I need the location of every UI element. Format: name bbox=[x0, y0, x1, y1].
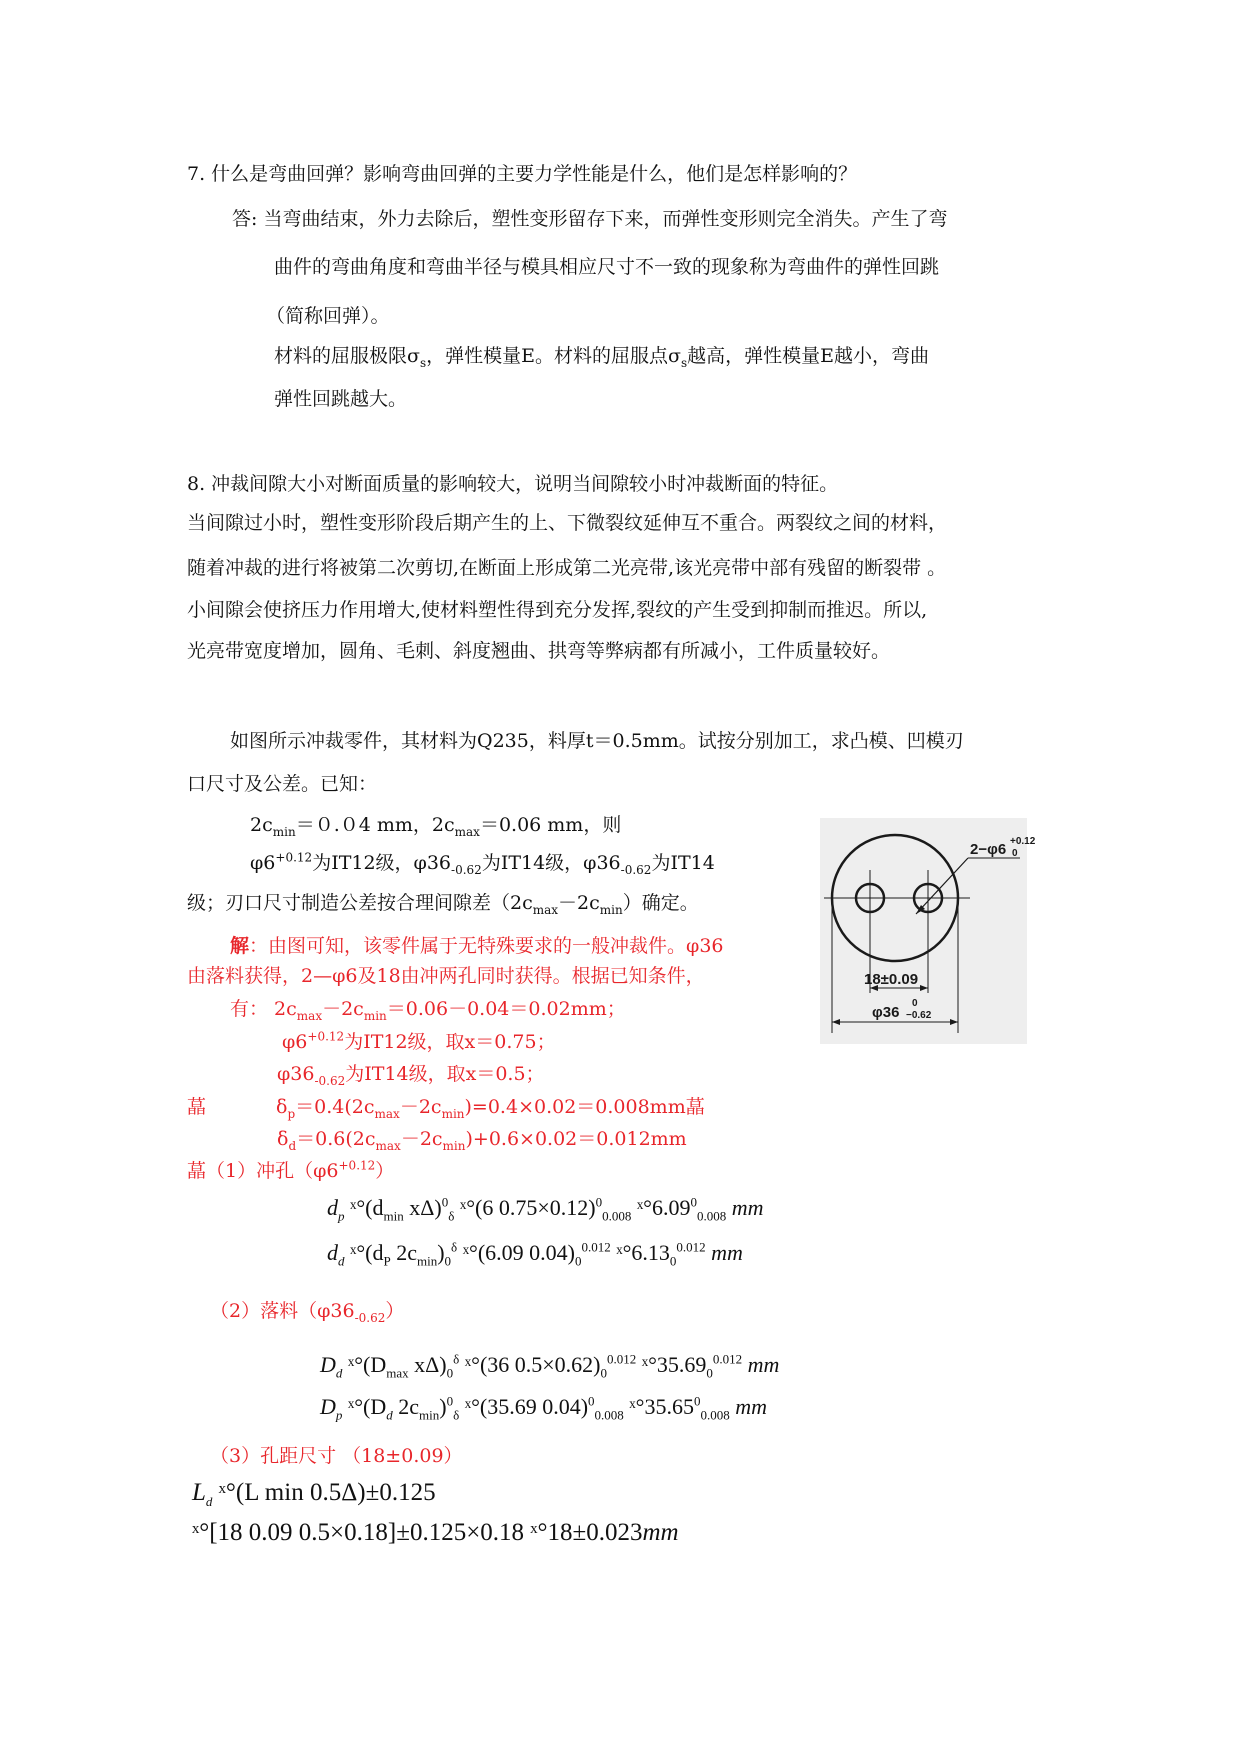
solution-line1: 解：由图可知，该零件属于无特殊要求的一般冲裁件。φ36 bbox=[230, 935, 724, 957]
solution-clearance-diff: 有： $2c_{max}-2c_{min}=0.06-0.04=0.02mm$； bbox=[230, 998, 626, 1023]
diameter-arrow-left bbox=[832, 1019, 840, 1025]
solution-delta-d: $\delta_d=0.6(2c_{max}-2c_{min})+0.6\times 0.02=0.012mm$ bbox=[277, 1128, 687, 1153]
q7-answer-line3: （简称回弹）。 bbox=[266, 305, 390, 327]
part-drawing bbox=[820, 818, 1036, 1044]
section-blanking: （2）落料$(\varphi 36_{-0.62})$ bbox=[210, 1300, 405, 1325]
pitch-arrow-right bbox=[920, 985, 928, 991]
q8-para-line4: 光亮带宽度增加，圆角、毛刺、斜度翘曲、拱弯等弊病都有所减小，工件质量较好。 bbox=[187, 640, 891, 662]
equation-punch-dd: $d_d$ $ˣ^\circ(d_P$ $2c_{min})_0^\delta$ ˣ°(6.09 $0.04)_0^{0.012}$ $ˣ^\circ 6.13_0^{0.012}$ mm bbox=[327, 1239, 743, 1269]
q7-answer-line1: 答: 当弯曲结束，外力去除后，塑性变形留存下来，而弹性变形则完全消失。产生了弯 bbox=[232, 208, 948, 230]
hole-callout: 2−φ6 bbox=[970, 841, 1007, 858]
part-drawing-svg bbox=[820, 818, 1036, 1044]
leader-line bbox=[916, 858, 968, 914]
diameter-label: φ36 bbox=[872, 1004, 900, 1021]
known-tolerance-grades: $\varphi 6^{+0.12}$为IT12级，$\varphi 36_{-0.62}$为IT14级，$\varphi 36_{-0.62}$为IT14 bbox=[250, 850, 715, 877]
hole-callout-upper-tol: +0.12 bbox=[1010, 836, 1036, 847]
q8-para-line3: 小间隙会使挤压力作用增大,使材料塑性得到充分发挥,裂纹的产生受到抑制而推迟。所以, bbox=[187, 599, 928, 621]
q8-question: 8. 冲裁间隙大小对断面质量的影响较大，说明当间隙较小时冲裁断面的特征。 bbox=[187, 473, 839, 495]
q8-para-line2: 随着冲裁的进行将被第二次剪切,在断面上形成第二光亮带,该光亮带中部有残留的断裂带 。 bbox=[187, 557, 947, 579]
equation-blank-Dd: $D_d$ $ˣ^\circ(D_{max}$ $x\Delta)_0^\delta$ ˣ°(36 $0.5\times 0.62)_0^{0.012}$ $ˣ^\circ 35.69_0^{0.012}$ mm bbox=[320, 1351, 780, 1381]
equation-blank-Dp: $D_p$ $ˣ^\circ(D_d$ $2c_{min})^0_\delta$ ˣ°(35.69 0.04)$^0_{0.008}$ $ˣ^\circ 35.65^0_{0.008}$ mm bbox=[320, 1393, 767, 1423]
solution-hole-grade: $\varphi 6^{+0.12}$为IT12级，取x＝0.75； bbox=[282, 1029, 556, 1053]
diameter-upper-tol: 0 bbox=[912, 998, 918, 1009]
equation-pitch-result: ˣ°[18 0.09 0.5×0.18]±0.125×0.18 ˣ°18±0.023mm bbox=[192, 1519, 679, 1546]
section-punching: 蕌（1）冲孔$(\varphi 6^{+0.12})$ bbox=[187, 1158, 395, 1182]
solution-delta-p: 蕌 $\delta_p=0.4(2c_{max}-2c_{min})=0.4\times 0.02=0.008mm$蕌 bbox=[187, 1096, 705, 1121]
problem-line2: 口尺寸及公差。已知： bbox=[187, 773, 378, 795]
solution-heading: 解 bbox=[230, 935, 250, 957]
q7-question: 7. 什么是弯曲回弹？影响弯曲回弹的主要力学性能是什么，他们是怎样影响的？ bbox=[187, 163, 858, 185]
q7-answer-line5: 弹性回跳越大。 bbox=[274, 388, 408, 410]
solution-outer-grade: $\varphi 36_{-0.62}$为IT14级，取x＝0.5； bbox=[277, 1063, 545, 1088]
known-clearance: $2c_{min}=0.04$ mm，$2c_{max}=0.06$ mm，则 bbox=[250, 814, 622, 839]
q7-answer-line4: 材料的屈服极限$\sigma_s$，弹性模量E。材料的屈服点$\sigma_s$越高，弹性模量E越小，弯曲 bbox=[274, 345, 930, 370]
diameter-lower-tol: −0.62 bbox=[906, 1010, 932, 1021]
section-hole-pitch: （3）孔距尺寸 （18±0.09） bbox=[210, 1445, 463, 1467]
q8-para-line1: 当间隙过小时，塑性变形阶段后期产生的上、下微裂纹延伸互不重合。两裂纹之间的材料， bbox=[187, 512, 948, 534]
known-manufacturing-tolerance: 级；刃口尺寸制造公差按合理间隙差$(2c_{max}-2c_{min})$确定。 bbox=[187, 892, 699, 917]
hole-callout-lower-tol: 0 bbox=[1012, 848, 1018, 859]
q7-answer-line2: 曲件的弯曲角度和弯曲半径与模具相应尺寸不一致的现象称为弯曲件的弹性回跳 bbox=[274, 256, 940, 278]
solution-line2: 由落料获得，2—φ6及18由冲两孔同时获得。根据已知条件， bbox=[187, 965, 705, 987]
equation-pitch-Ld: $L_d$ ˣ°(L min 0.5Δ)±0.125 bbox=[192, 1479, 436, 1509]
diameter-arrow-right bbox=[950, 1019, 958, 1025]
problem-line1: 如图所示冲裁零件，其材料为Q235，料厚t＝0.5mm。试按分别加工，求凸模、凹模刃 bbox=[230, 730, 964, 752]
pitch-label: 18±0.09 bbox=[864, 971, 919, 988]
equation-punch-dp: $d_p$ $ˣ^\circ(d_{min}$ xΔ)$^0_\delta$ ˣ°(6 0.75×0.12)$^0_{0.008}$ $ˣ^\circ 6.09^0_{0.008}$ mm bbox=[327, 1194, 764, 1224]
